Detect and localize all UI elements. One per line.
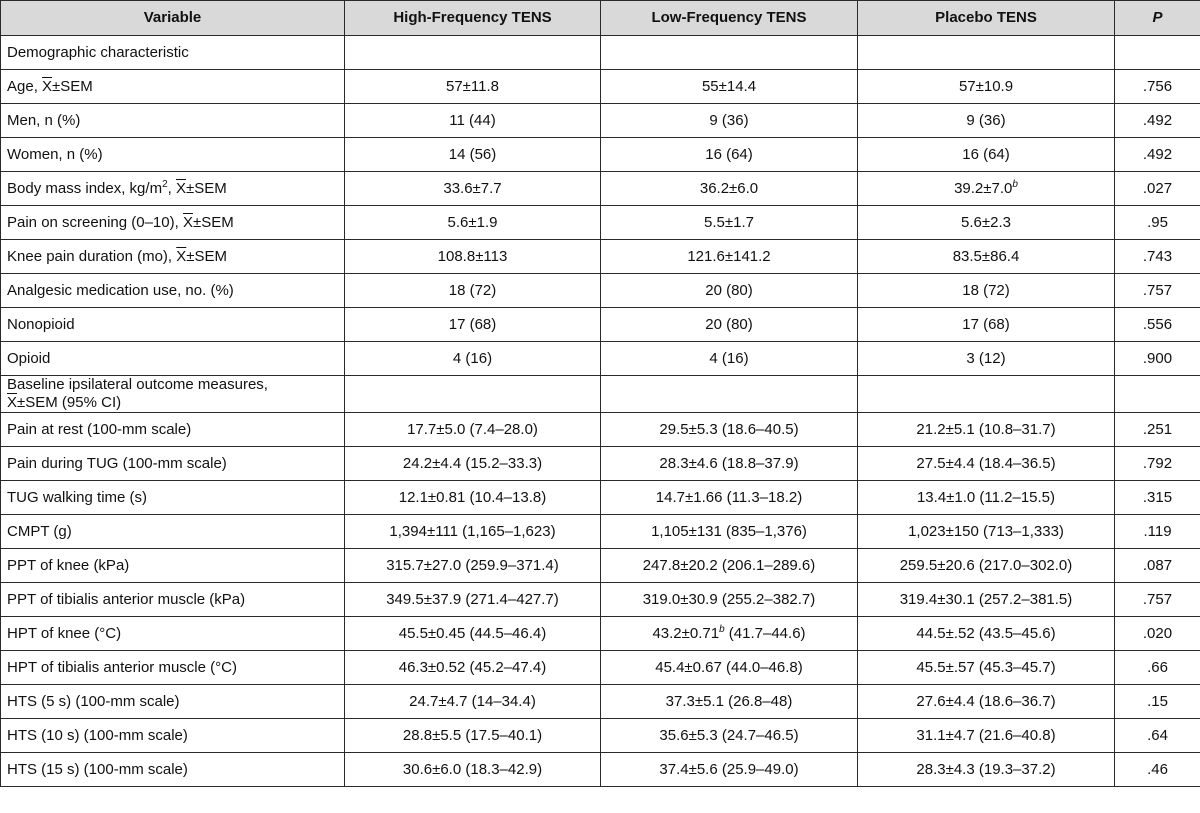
table-row: [1, 447, 1200, 481]
cell-low: 45.4±0.67 (44.0–46.8): [601, 651, 858, 685]
xbar-symbol: $\overline{X}$: [42, 77, 53, 95]
cell-low: 9 (36): [601, 104, 858, 138]
cell-low: 29.5±5.3 (18.6–40.5): [601, 413, 858, 447]
cell-p: .492: [1115, 138, 1200, 172]
table-row: [1, 138, 1200, 172]
cell-placebo: 27.6±4.4 (18.6–36.7): [858, 685, 1115, 719]
cell-placebo: 18 (72): [858, 274, 1115, 308]
row-label: TUG walking time (s): [1, 481, 345, 515]
cell-p: .64: [1115, 719, 1200, 753]
row-label: Analgesic medication use, no. (%): [1, 274, 345, 308]
footnote-marker: b: [1012, 178, 1018, 190]
row-label: Opioid: [1, 342, 345, 376]
cell-low: 55±14.4: [601, 70, 858, 104]
cell-placebo: 259.5±20.6 (217.0–302.0): [858, 549, 1115, 583]
cell-low: 247.8±20.2 (206.1–289.6): [601, 549, 858, 583]
cell-high: 14 (56): [345, 138, 601, 172]
row-label: HTS (10 s) (100-mm scale): [1, 719, 345, 753]
cell-low: 14.7±1.66 (11.3–18.2): [601, 481, 858, 515]
cell-p: [1115, 36, 1200, 70]
table-row: [1, 342, 1200, 376]
cell-placebo: [858, 376, 1115, 413]
cell-placebo: 31.1±4.7 (21.6–40.8): [858, 719, 1115, 753]
cell-placebo: 319.4±30.1 (257.2–381.5): [858, 583, 1115, 617]
cell-high: 1,394±111 (1,165–1,623): [345, 515, 601, 549]
cell-high: 315.7±27.0 (259.9–371.4): [345, 549, 601, 583]
cell-p: [1115, 376, 1200, 413]
row-label: HPT of tibialis anterior muscle (°C): [1, 651, 345, 685]
row-label: HPT of knee (°C): [1, 617, 345, 651]
cell-high: [345, 36, 601, 70]
cell-low: [601, 617, 858, 651]
cell-value-ci: (41.7–44.6): [724, 624, 806, 642]
cell-p: .087: [1115, 549, 1200, 583]
cell-value: 43.2±0.71: [652, 624, 720, 642]
cell-low: [601, 376, 858, 413]
row-label: Pain during TUG (100-mm scale): [1, 447, 345, 481]
cell-high: 57±11.8: [345, 70, 601, 104]
cell-placebo: 57±10.9: [858, 70, 1115, 104]
cell-placebo: 44.5±.52 (43.5–45.6): [858, 617, 1115, 651]
table-row: [1, 753, 1200, 787]
section-label: Demographic characteristic: [1, 36, 345, 70]
table-row: [1, 36, 1200, 70]
cell-p: .95: [1115, 206, 1200, 240]
cell-high: 18 (72): [345, 274, 601, 308]
pm-sem-text: ±SEM: [185, 179, 227, 197]
row-label: [1, 70, 345, 104]
label-text: Baseline ipsilateral outcome measures,: [7, 376, 268, 393]
cell-low: 16 (64): [601, 138, 858, 172]
cell-high: 12.1±0.81 (10.4–13.8): [345, 481, 601, 515]
cell-high: 24.2±4.4 (15.2–33.3): [345, 447, 601, 481]
table-row: [1, 549, 1200, 583]
table-row: [1, 583, 1200, 617]
cell-p: .66: [1115, 651, 1200, 685]
col-header-placebo: Placebo TENS: [858, 1, 1115, 36]
cell-placebo: 45.5±.57 (45.3–45.7): [858, 651, 1115, 685]
cell-low: 37.4±5.6 (25.9–49.0): [601, 753, 858, 787]
cell-low: 35.6±5.3 (24.7–46.5): [601, 719, 858, 753]
col-header-variable: Variable: [1, 1, 345, 36]
cell-placebo: 27.5±4.4 (18.4–36.5): [858, 447, 1115, 481]
pm-sem-text: ±SEM: [186, 247, 228, 265]
table-row: [1, 308, 1200, 342]
table-row: [1, 274, 1200, 308]
xbar-symbol: $\overline{X}$: [176, 247, 187, 265]
table-row: [1, 376, 1200, 413]
cell-high: 17 (68): [345, 308, 601, 342]
cell-high: 28.8±5.5 (17.5–40.1): [345, 719, 601, 753]
cell-low: 36.2±6.0: [601, 172, 858, 206]
footnote-marker: b: [719, 623, 725, 635]
cell-high: 24.7±4.7 (14–34.4): [345, 685, 601, 719]
row-label: Women, n (%): [1, 138, 345, 172]
section-label: [1, 376, 345, 413]
table-row: [1, 515, 1200, 549]
cell-p: .020: [1115, 617, 1200, 651]
cell-high: 30.6±6.0 (18.3–42.9): [345, 753, 601, 787]
cell-placebo: 1,023±150 (713–1,333): [858, 515, 1115, 549]
cell-value: 39.2±7.0: [954, 179, 1013, 197]
xbar-symbol: $\overline{X}$: [182, 213, 193, 231]
row-label: PPT of tibialis anterior muscle (kPa): [1, 583, 345, 617]
cell-placebo: [858, 172, 1115, 206]
cell-p: .251: [1115, 413, 1200, 447]
row-label: [1, 206, 345, 240]
cell-p: .027: [1115, 172, 1200, 206]
table-row: [1, 240, 1200, 274]
table-row: [1, 206, 1200, 240]
table-row: [1, 172, 1200, 206]
superscript: 2: [162, 178, 168, 190]
cell-p: .119: [1115, 515, 1200, 549]
cell-placebo: 83.5±86.4: [858, 240, 1115, 274]
row-label: HTS (15 s) (100-mm scale): [1, 753, 345, 787]
table-row: [1, 413, 1200, 447]
cell-high: 17.7±5.0 (7.4–28.0): [345, 413, 601, 447]
table-row: [1, 104, 1200, 138]
row-label: Nonopioid: [1, 308, 345, 342]
cell-low: 5.5±1.7: [601, 206, 858, 240]
row-label: [1, 172, 345, 206]
cell-low: 319.0±30.9 (255.2–382.7): [601, 583, 858, 617]
cell-placebo: 17 (68): [858, 308, 1115, 342]
cell-placebo: 3 (12): [858, 342, 1115, 376]
cell-low: 37.3±5.1 (26.8–48): [601, 685, 858, 719]
cell-p: .492: [1115, 104, 1200, 138]
cell-high: 33.6±7.7: [345, 172, 601, 206]
cell-p: .757: [1115, 583, 1200, 617]
xbar-symbol: $\overline{X}$: [7, 394, 18, 411]
label-text: Knee pain duration (mo),: [7, 247, 177, 265]
row-label: Men, n (%): [1, 104, 345, 138]
cell-low: [601, 36, 858, 70]
cell-high: [345, 376, 601, 413]
cell-high: 4 (16): [345, 342, 601, 376]
cell-p: .792: [1115, 447, 1200, 481]
cell-p: .757: [1115, 274, 1200, 308]
row-label: CMPT (g): [1, 515, 345, 549]
table-row: [1, 481, 1200, 515]
label-text: Pain on screening (0–10),: [7, 213, 183, 231]
cell-low: 1,105±131 (835–1,376): [601, 515, 858, 549]
label-suffix: ,: [167, 179, 176, 197]
label-text: Body mass index, kg/m: [7, 179, 163, 197]
table-row: [1, 617, 1200, 651]
cell-p: .743: [1115, 240, 1200, 274]
cell-low: 4 (16): [601, 342, 858, 376]
header-row: [1, 1, 1200, 36]
table-row: [1, 651, 1200, 685]
cell-low: 121.6±141.2: [601, 240, 858, 274]
cell-placebo: 16 (64): [858, 138, 1115, 172]
cell-placebo: 13.4±1.0 (11.2–15.5): [858, 481, 1115, 515]
cell-placebo: 5.6±2.3: [858, 206, 1115, 240]
row-label: [1, 240, 345, 274]
cell-p: .900: [1115, 342, 1200, 376]
pm-sem-text: ±SEM: [52, 77, 93, 95]
xbar-symbol: $\overline{X}$: [175, 179, 186, 197]
pm-sem-text: ±SEM: [192, 213, 234, 231]
table-row: [1, 719, 1200, 753]
row-label: Pain at rest (100-mm scale): [1, 413, 345, 447]
label-text: Age,: [7, 77, 43, 95]
cell-high: 45.5±0.45 (44.5–46.4): [345, 617, 601, 651]
table-row: [1, 70, 1200, 104]
cell-p: .46: [1115, 753, 1200, 787]
row-label: HTS (5 s) (100-mm scale): [1, 685, 345, 719]
cell-placebo: 9 (36): [858, 104, 1115, 138]
row-label: PPT of knee (kPa): [1, 549, 345, 583]
cell-placebo: 28.3±4.3 (19.3–37.2): [858, 753, 1115, 787]
label-text-line2: ±SEM (95% CI): [17, 394, 122, 411]
col-header-high-frequency: High-Frequency TENS: [345, 1, 601, 36]
cell-high: 5.6±1.9: [345, 206, 601, 240]
cell-low: 20 (80): [601, 308, 858, 342]
table-row: [1, 685, 1200, 719]
cell-high: 108.8±113: [345, 240, 601, 274]
cell-placebo: [858, 36, 1115, 70]
cell-low: 20 (80): [601, 274, 858, 308]
cell-high: 46.3±0.52 (45.2–47.4): [345, 651, 601, 685]
cell-p: .15: [1115, 685, 1200, 719]
cell-p: .556: [1115, 308, 1200, 342]
col-header-p: P: [1115, 1, 1200, 36]
cell-placebo: 21.2±5.1 (10.8–31.7): [858, 413, 1115, 447]
col-header-low-frequency: Low-Frequency TENS: [601, 1, 858, 36]
cell-high: 349.5±37.9 (271.4–427.7): [345, 583, 601, 617]
cell-p: .756: [1115, 70, 1200, 104]
cell-high: 11 (44): [345, 104, 601, 138]
cell-p: .315: [1115, 481, 1200, 515]
cell-low: 28.3±4.6 (18.8–37.9): [601, 447, 858, 481]
